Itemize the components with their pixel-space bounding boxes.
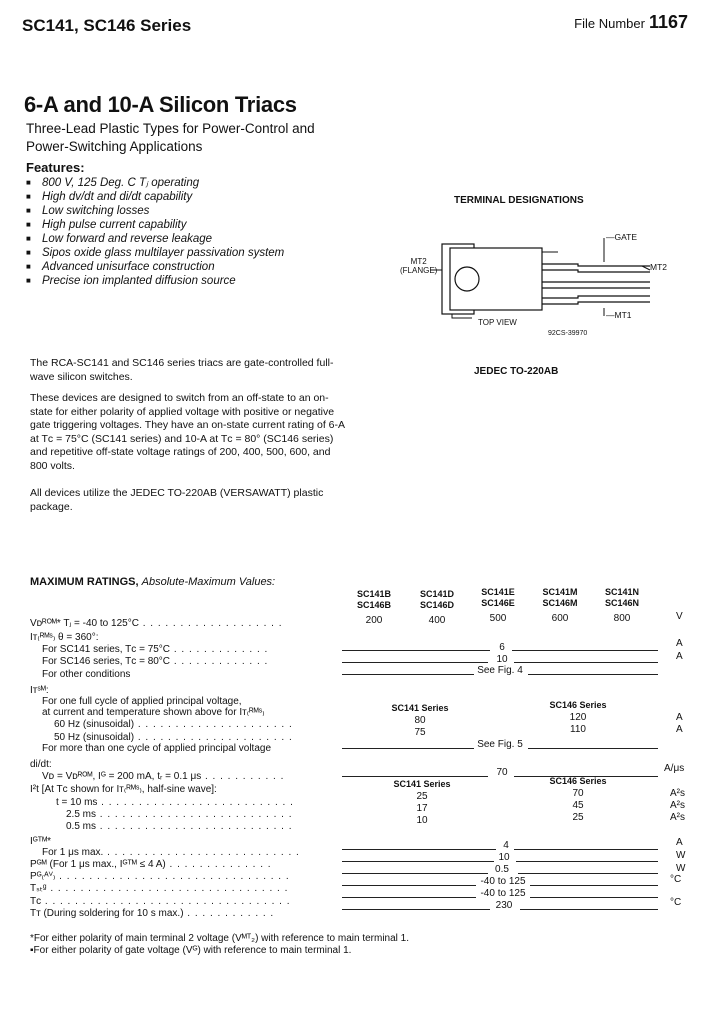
feature-item: ■ Advanced unisurface construction xyxy=(26,260,284,274)
tstg-value: -40 to 125 xyxy=(480,876,526,887)
flange-text: (FLANGE) xyxy=(400,266,438,275)
i2t-row: t = 10 ms . . . . . . . . . . . . . . . . . . . . . . . . . . xyxy=(56,797,294,808)
feature-item: ■ Low switching losses xyxy=(26,204,284,218)
igtm-value: 4 xyxy=(503,840,509,851)
vdrom-value: 200 xyxy=(365,615,383,626)
ratings-heading-bold: MAXIMUM RATINGS, xyxy=(30,576,139,588)
i2t-row: 2.5 ms . . . . . . . . . . . . . . . . . . . . . . . . . . xyxy=(66,809,293,820)
leader-line xyxy=(512,650,658,651)
feature-item: ■ Low forward and reverse leakage xyxy=(26,232,284,246)
features-heading: Features: xyxy=(26,160,85,175)
didt-label: di/dt: xyxy=(30,759,52,770)
column-header xyxy=(605,587,639,609)
vdrom-label-text: Vᴅᴿᴼᴹ* Tⱼ = -40 to 125°C xyxy=(30,618,139,629)
didt-unit: A/μs xyxy=(664,763,685,774)
it-sc146-text: For SC146 series, Tᴄ = 80°C xyxy=(42,656,171,667)
column-header xyxy=(357,589,391,611)
i2t-sc146: 45 xyxy=(572,800,584,811)
ratings-heading-italic: Absolute-Maximum Values: xyxy=(141,576,276,588)
feature-item: ■ High pulse current capability xyxy=(26,218,284,232)
label-gate-text: GATE xyxy=(614,232,638,242)
didt-value: 70 xyxy=(496,767,508,778)
itsm-more-value: See Fig. 5 xyxy=(477,739,523,750)
leader-line xyxy=(530,885,658,886)
column-header-top: SC141D xyxy=(419,589,455,599)
it-other-value: See Fig. 4 xyxy=(477,665,523,676)
leader-line xyxy=(528,674,658,675)
column-header-bottom: SC146M xyxy=(542,598,578,608)
i2t-time: 0.5 ms xyxy=(66,821,97,832)
series141-heading-i2t: SC141 Series xyxy=(393,779,451,789)
column-header xyxy=(542,587,577,609)
i2t-sc141: 17 xyxy=(416,803,428,814)
series146-heading-i2t: SC146 Series xyxy=(549,776,607,786)
i2t-sc146: 25 xyxy=(572,812,584,823)
tc-label: Tᴄ . . . . . . . . . . . . . . . . . . . . . . . . . . . . . . . . . xyxy=(30,896,291,907)
leader-line xyxy=(342,885,476,886)
intro-paragraph: The RCA-SC141 and SC146 series triacs are gate-controlled full-wave silicon switches. xyxy=(30,357,334,383)
itsm-60hz-sc141: 80 xyxy=(414,715,426,726)
it-sc141-unit: A xyxy=(676,638,683,649)
it-label: Iᴛ₍ᴿᴹˢ₎ θ = 360°: xyxy=(30,632,99,643)
igtm-sub-text: For 1 μs max. xyxy=(42,847,104,858)
leader-line xyxy=(528,748,658,749)
feature-item: ■ Sipos oxide glass multilayer passivation system xyxy=(26,246,284,260)
itsm-60hz-label: 60 Hz (sinusoidal) . . . . . . . . . . . . . . . . . . . . . xyxy=(54,719,293,730)
pgav-label-text: Pᴳ₍ᴬⱽ₎ xyxy=(30,871,56,882)
column-header-bottom: SC146D xyxy=(419,600,455,610)
label-mt1-text: MT1 xyxy=(614,310,632,320)
itsm-50hz-text: 50 Hz (sinusoidal) xyxy=(54,732,135,743)
igtm-sub: For 1 μs max. . . . . . . . . . . . . . . . . . . . . . . . . . . xyxy=(42,847,300,858)
footnote: ▪For either polarity of gate voltage (Vᴳ) with reference to main terminal 1. xyxy=(30,945,352,956)
description-paragraph: These devices are designed to switch from an off-state to an on-state for either polarity of applied voltage with positive or negative gate triggering voltages. They have an on-state current rating of 6-A at Tᴄ = 75°C (SC141 series) and 10-A at Tᴄ = 80° (SC146 series) and repetitive off-state voltage ratings of 200, 400, 500, 600, and 800 volts. xyxy=(30,392,345,472)
tt-label: Tᴛ (During soldering for 10 s max.) . . . . . . . . . . . . xyxy=(30,908,275,919)
leader-line xyxy=(342,909,490,910)
tt-label-text: Tᴛ (During soldering for 10 s max.) xyxy=(30,908,184,919)
pgm-label-text: Pᴳᴹ (For 1 μs max., Iᴳᵀᴹ ≤ 4 A) xyxy=(30,859,166,870)
itsm-line2: at current and temperature shown above for Iᴛ₍ᴿᴹˢ₎ xyxy=(42,707,265,718)
it-other-label: For other conditions xyxy=(42,669,131,680)
tt-unit: °C xyxy=(670,897,682,908)
vdrom-label: Vᴅᴿᴼᴹ* Tⱼ = -40 to 125°C . . . . . . . . . . . . . . . . . . . xyxy=(30,618,283,629)
leader-line xyxy=(516,861,658,862)
file-number: 1167 xyxy=(648,12,688,32)
vdrom-unit: V xyxy=(676,611,683,622)
tstg-label: Tₛₜᵍ . . . . . . . . . . . . . . . . . . . . . . . . . . . . . . . . xyxy=(30,883,289,894)
label-mt2-right: MT2 xyxy=(650,262,667,272)
file-label: File Number xyxy=(574,16,645,31)
tc-label-text: Tᴄ xyxy=(30,896,42,907)
it-sc141-text: For SC141 series, Tᴄ = 75°C xyxy=(42,644,171,655)
itsm-60hz-text: 60 Hz (sinusoidal) xyxy=(54,719,135,730)
vdrom-value: 600 xyxy=(551,613,569,624)
leader-line xyxy=(342,873,488,874)
drawing-number: 92CS-39970 xyxy=(548,330,588,337)
it-sc146-label: For SC146 series, Tᴄ = 80°C . . . . . . . . . . . . . xyxy=(42,656,269,667)
column-header-top: SC141E xyxy=(481,587,515,597)
column-header-top: SC141B xyxy=(356,589,392,599)
pgav-unit: W xyxy=(676,863,686,874)
terminal-heading: TERMINAL DESIGNATIONS xyxy=(454,195,584,206)
tc-value: -40 to 125 xyxy=(480,888,526,899)
pgav-label: Pᴳ₍ᴬⱽ₎ . . . . . . . . . . . . . . . . . . . . . . . . . . . . . . . xyxy=(30,871,290,882)
didt-condition-text: Vᴅ = Vᴅᴿᴼᴹ, Iᴳ = 200 mA, tᵣ = 0.1 μs xyxy=(42,771,202,782)
footnote: *For either polarity of main terminal 2 voltage (Vᴹᵀ₂) with reference to main terminal 1. xyxy=(30,933,410,944)
it-sc141-label: For SC141 series, Tᴄ = 75°C . . . . . . . . . . . . . xyxy=(42,644,269,655)
series-title: SC141, SC146 Series xyxy=(22,16,192,35)
pgm-unit: W xyxy=(676,850,686,861)
itsm-label: Iᴛˢᴹ: xyxy=(30,685,49,696)
column-header xyxy=(481,587,515,609)
itsm-50hz-unit: A xyxy=(676,724,683,735)
i2t-unit: A²s xyxy=(670,812,685,823)
igtm-unit: A xyxy=(676,837,683,848)
column-header xyxy=(420,589,454,611)
itsm-50hz-sc141: 75 xyxy=(414,727,426,738)
pgm-label: Pᴳᴹ (For 1 μs max., Iᴳᵀᴹ ≤ 4 A) . . . . . . . . . . . . . . xyxy=(30,859,272,870)
page-title: 6-A and 10-A Silicon Triacs xyxy=(24,92,297,117)
i2t-sc141: 25 xyxy=(416,791,428,802)
leader-line xyxy=(514,662,658,663)
itsm-line1: For one full cycle of applied principal voltage, xyxy=(42,696,242,707)
i2t-row: 0.5 ms . . . . . . . . . . . . . . . . . . . . . . . . . . xyxy=(66,821,293,832)
itsm-more-label: For more than one cycle of applied principal voltage xyxy=(42,743,272,754)
mt2-text: MT2 xyxy=(410,257,427,266)
i2t-unit: A²s xyxy=(670,788,685,799)
jedec-label: JEDEC TO-220AB xyxy=(474,366,559,377)
itsm-50hz-sc146: 110 xyxy=(570,724,586,735)
tt-value: 230 xyxy=(495,900,513,911)
leader-line xyxy=(342,861,494,862)
label-top-view: TOP VIEW xyxy=(478,318,517,327)
series146-heading: SC146 Series xyxy=(549,700,607,710)
leader-line xyxy=(342,650,490,651)
vdrom-value: 400 xyxy=(428,615,446,626)
column-header-top: SC141M xyxy=(542,587,578,597)
itsm-60hz-sc146: 120 xyxy=(569,712,587,723)
it-sc146-unit: A xyxy=(676,651,683,662)
itsm-60hz-unit: A xyxy=(676,712,683,723)
pgm-value: 10 xyxy=(498,852,510,863)
feature-item: ■ High dv/dt and di/dt capability xyxy=(26,190,284,204)
package-paragraph: All devices utilize the JEDEC TO-220AB (VERSAWATT) plastic package. xyxy=(30,487,324,513)
i2t-time: t = 10 ms xyxy=(56,797,98,808)
it-sc141-value: 6 xyxy=(499,642,505,653)
didt-condition: Vᴅ = Vᴅᴿᴼᴹ, Iᴳ = 200 mA, tᵣ = 0.1 μs . . . . . . . . . . . xyxy=(42,771,285,782)
leader-line xyxy=(342,662,488,663)
leader-line xyxy=(342,748,474,749)
tstg-label-text: Tₛₜᵍ xyxy=(30,883,47,894)
vdrom-value: 800 xyxy=(613,613,631,624)
itsm-50hz-label: 50 Hz (sinusoidal) . . . . . . . . . . . . . . . . . . . . . xyxy=(54,732,293,743)
igtm-label: Iᴳᵀᴹ* xyxy=(30,836,52,847)
i2t-sc146: 70 xyxy=(572,788,584,799)
i2t-time: 2.5 ms xyxy=(66,809,97,820)
column-header-bottom: SC146N xyxy=(604,598,640,608)
column-header-bottom: SC146B xyxy=(356,600,392,610)
leader-line xyxy=(342,897,476,898)
i2t-label: I²t [At Tᴄ shown for Iᴛ₍ᴿᴹˢ₎, half-sine wave]: xyxy=(30,784,217,795)
column-header-top: SC141N xyxy=(604,587,640,597)
column-header-bottom: SC146E xyxy=(481,598,515,608)
i2t-unit: A²s xyxy=(670,800,685,811)
label-mt1: —MT1 xyxy=(606,310,632,320)
leader-line xyxy=(342,849,496,850)
pgav-value: 0.5 xyxy=(495,864,509,875)
feature-item: ■ Precise ion implanted diffusion source xyxy=(26,274,284,288)
vdrom-value: 500 xyxy=(489,613,507,624)
leader-line xyxy=(520,909,658,910)
leader-line xyxy=(514,849,658,850)
leader-line xyxy=(530,897,658,898)
series141-heading: SC141 Series xyxy=(391,703,449,713)
label-gate: —GATE xyxy=(606,232,638,242)
tstg-unit: °C xyxy=(670,874,682,885)
subtitle: Three-Lead Plastic Types for Power-Control and Power-Switching Applications xyxy=(26,121,315,154)
leader-line xyxy=(342,776,488,777)
leader-line xyxy=(342,674,474,675)
i2t-sc141: 10 xyxy=(416,815,428,826)
it-sc146-value: 10 xyxy=(496,654,508,665)
feature-item: ■ 800 V, 125 Deg. C Tⱼ operating xyxy=(26,176,284,190)
leader-line xyxy=(518,873,658,874)
